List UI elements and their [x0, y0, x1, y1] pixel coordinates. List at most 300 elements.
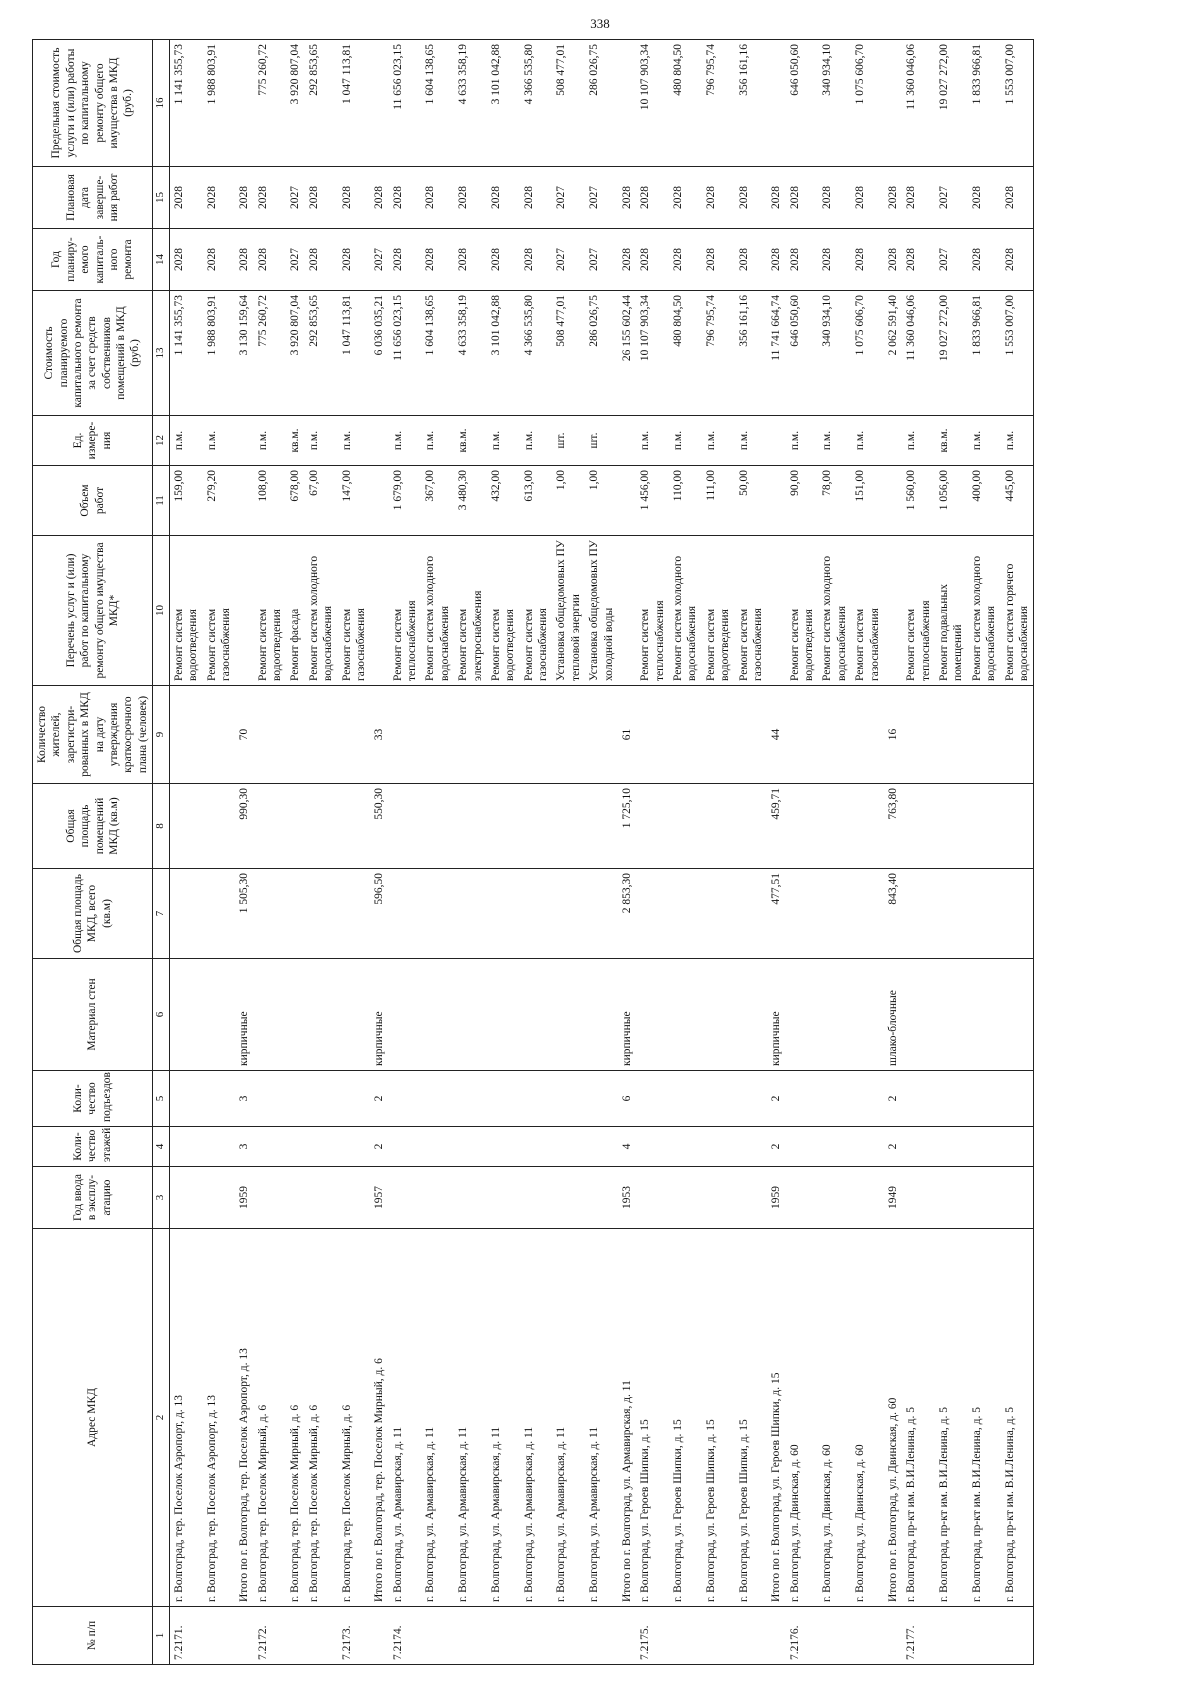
cell-col-12: п.м.: [902, 416, 935, 466]
cell-col-5: [338, 1071, 371, 1127]
cell-col-16: 356 161,16: [735, 40, 768, 167]
cell-col-1: [203, 1607, 236, 1665]
cell-col-9: [851, 686, 884, 784]
cell-col-14: 2028: [421, 229, 454, 291]
cell-col-11: [370, 466, 388, 536]
cell-col-3: 1959: [235, 1167, 253, 1229]
cell-col-13: 1 047 113,81: [338, 291, 371, 416]
cell-col-10: Ремонт систем электроснабжения: [454, 536, 487, 686]
cell-col-3: [169, 1167, 202, 1229]
cell-col-10: Ремонт систем холодного водоснабжения: [818, 536, 851, 686]
cell-col-9: [968, 686, 1001, 784]
total-row: [235, 40, 253, 1665]
column-number-6: 6: [153, 959, 170, 1071]
cell-col-10: [767, 536, 785, 686]
cell-col-6: кирпичные: [767, 959, 785, 1071]
cell-col-11: 108,00: [254, 466, 287, 536]
header-row: [33, 40, 153, 1665]
cell-col-15: 2028: [851, 167, 884, 229]
cell-col-10: Ремонт систем теплоснабжения: [902, 536, 935, 686]
cell-col-13: 1 141 355,73: [169, 291, 202, 416]
cell-col-6: [389, 959, 422, 1071]
cell-col-15: 2028: [618, 167, 636, 229]
cell-col-6: кирпичные: [370, 959, 388, 1071]
cell-col-3: [389, 1167, 422, 1229]
cell-col-4: [735, 1127, 768, 1167]
cell-col-8: [487, 784, 520, 869]
cell-col-1: [735, 1607, 768, 1665]
cell-col-12: п.м.: [487, 416, 520, 466]
total-row: [767, 40, 785, 1665]
cell-col-16: 4 633 358,19: [454, 40, 487, 167]
cell-col-14: 2028: [767, 229, 785, 291]
table-row: [669, 40, 702, 1665]
cell-col-14: 2027: [935, 229, 968, 291]
cell-col-11: 279,20: [203, 466, 236, 536]
cell-col-14: 2027: [585, 229, 618, 291]
cell-col-7: [286, 869, 304, 959]
cell-col-12: [618, 416, 636, 466]
cell-col-14: 2028: [169, 229, 202, 291]
cell-col-12: [235, 416, 253, 466]
cell-col-1: 7.2174.: [389, 1607, 422, 1665]
cell-col-16: 775 260,72: [254, 40, 287, 167]
cell-col-5: [421, 1071, 454, 1127]
cell-col-10: [370, 536, 388, 686]
table-row: [487, 40, 520, 1665]
column-number-7: 7: [153, 869, 170, 959]
cell-col-6: [338, 959, 371, 1071]
cell-col-9: [552, 686, 585, 784]
cell-col-6: [421, 959, 454, 1071]
cell-col-8: [338, 784, 371, 869]
cell-col-7: [421, 869, 454, 959]
cell-col-4: [669, 1127, 702, 1167]
cell-col-15: 2028: [169, 167, 202, 229]
cell-col-15: 2027: [585, 167, 618, 229]
cell-col-2: г. Волгоград, ул. Армавирская, д. 11: [585, 1229, 618, 1607]
cell-col-11: 432,00: [487, 466, 520, 536]
cell-col-5: [735, 1071, 768, 1127]
cell-col-11: 159,00: [169, 466, 202, 536]
cell-col-10: Ремонт систем холодного водоснабжения: [968, 536, 1001, 686]
cell-col-8: [169, 784, 202, 869]
cell-col-3: [702, 1167, 735, 1229]
cell-col-9: [636, 686, 669, 784]
cell-col-14: 2028: [818, 229, 851, 291]
cell-col-12: п.м.: [338, 416, 371, 466]
cell-col-12: п.м.: [968, 416, 1001, 466]
cell-col-3: 1959: [767, 1167, 785, 1229]
cell-col-2: г. Волгоград, ул. Героев Шипки, д. 15: [636, 1229, 669, 1607]
cell-col-2: г. Волгоград, тер. Поселок Аэропорт, д. 13: [169, 1229, 202, 1607]
cell-col-11: 3 480,30: [454, 466, 487, 536]
cell-col-4: [935, 1127, 968, 1167]
cell-col-2: г. Волгоград, ул. Героев Шипки, д. 15: [702, 1229, 735, 1607]
column-header-7: Общая площадь МКД, всего (кв.м): [33, 869, 153, 959]
cell-col-15: 2028: [669, 167, 702, 229]
cell-col-13: 775 260,72: [254, 291, 287, 416]
cell-col-4: [487, 1127, 520, 1167]
column-header-4: Коли-чество этажей: [33, 1127, 153, 1167]
cell-col-8: [968, 784, 1001, 869]
cell-col-16: [767, 40, 785, 167]
table-row: [818, 40, 851, 1665]
cell-col-7: [669, 869, 702, 959]
cell-col-8: [286, 784, 304, 869]
cell-col-5: [702, 1071, 735, 1127]
cell-col-3: [520, 1167, 553, 1229]
cell-col-6: [818, 959, 851, 1071]
cell-col-2: г. Волгоград, ул. Двинская, д. 60: [851, 1229, 884, 1607]
table-row: [286, 40, 304, 1665]
cell-col-2: г. Волгоград, ул. Армавирская, д. 11: [487, 1229, 520, 1607]
cell-col-8: [454, 784, 487, 869]
cell-col-11: 678,00: [286, 466, 304, 536]
cell-col-7: [818, 869, 851, 959]
cell-col-16: 508 477,01: [552, 40, 585, 167]
cell-col-2: Итого по г. Волгоград, ул. Армавирская, д. 11: [618, 1229, 636, 1607]
cell-col-9: [702, 686, 735, 784]
cell-col-1: [935, 1607, 968, 1665]
cell-col-15: 2027: [286, 167, 304, 229]
cell-col-14: 2028: [669, 229, 702, 291]
cell-col-12: [767, 416, 785, 466]
cell-col-5: [1001, 1071, 1034, 1127]
cell-col-15: 2028: [370, 167, 388, 229]
cell-col-8: [851, 784, 884, 869]
cell-col-16: 11 656 023,15: [389, 40, 422, 167]
cell-col-1: [454, 1607, 487, 1665]
cell-col-9: [935, 686, 968, 784]
cell-col-12: п.м.: [669, 416, 702, 466]
cell-col-16: 1 988 803,91: [203, 40, 236, 167]
cell-col-14: 2028: [338, 229, 371, 291]
cell-col-16: [370, 40, 388, 167]
cell-col-7: 1 505,30: [235, 869, 253, 959]
cell-col-13: 4 633 358,19: [454, 291, 487, 416]
cell-col-13: 1 604 138,65: [421, 291, 454, 416]
cell-col-9: [169, 686, 202, 784]
cell-col-5: 6: [618, 1071, 636, 1127]
cell-col-13: 286 026,75: [585, 291, 618, 416]
cell-col-16: 480 804,50: [669, 40, 702, 167]
column-header-16: Предельная стоимость услуги и (или) работы по капитальному ремонту общего имущества в МКД (руб.): [33, 40, 153, 167]
cell-col-8: [421, 784, 454, 869]
cell-col-14: 2028: [968, 229, 1001, 291]
cell-col-10: Установка общедомовых ПУ тепловой энергии: [552, 536, 585, 686]
cell-col-14: 2027: [286, 229, 304, 291]
cell-col-6: [286, 959, 304, 1071]
cell-col-12: п.м.: [203, 416, 236, 466]
cell-col-6: [520, 959, 553, 1071]
cell-col-6: [305, 959, 338, 1071]
cell-col-10: [235, 536, 253, 686]
cell-col-9: 33: [370, 686, 388, 784]
cell-col-4: [636, 1127, 669, 1167]
cell-col-13: 1 075 606,70: [851, 291, 884, 416]
cell-col-5: [786, 1071, 819, 1127]
cell-col-5: [902, 1071, 935, 1127]
cell-col-1: [585, 1607, 618, 1665]
column-number-4: 4: [153, 1127, 170, 1167]
column-number-row: [153, 40, 170, 1665]
cell-col-2: г. Волгоград, тер. Поселок Мирный, д. 6: [254, 1229, 287, 1607]
cell-col-14: 2028: [520, 229, 553, 291]
column-number-3: 3: [153, 1167, 170, 1229]
cell-col-7: [968, 869, 1001, 959]
column-number-5: 5: [153, 1071, 170, 1127]
cell-col-2: Итого по г. Волгоград, ул. Двинская, д. 60: [884, 1229, 902, 1607]
cell-col-6: [735, 959, 768, 1071]
cell-col-10: Ремонт систем холодного водоснабжения: [669, 536, 702, 686]
cell-col-4: [520, 1127, 553, 1167]
cell-col-16: 3 101 042,88: [487, 40, 520, 167]
cell-col-16: 1 047 113,81: [338, 40, 371, 167]
cell-col-6: [968, 959, 1001, 1071]
cell-col-10: Ремонт систем газоснабжения: [520, 536, 553, 686]
cell-col-9: [818, 686, 851, 784]
cell-col-3: [851, 1167, 884, 1229]
cell-col-8: 763,80: [884, 784, 902, 869]
cell-col-9: 70: [235, 686, 253, 784]
cell-col-3: 1957: [370, 1167, 388, 1229]
cell-col-12: кв.м.: [454, 416, 487, 466]
cell-col-15: 2028: [767, 167, 785, 229]
cell-col-6: [203, 959, 236, 1071]
cell-col-2: г. Волгоград, тер. Поселок Аэропорт, д. 13: [203, 1229, 236, 1607]
cell-col-2: г. Волгоград, пр-кт им. В.И.Ленина, д. 5: [935, 1229, 968, 1607]
cell-col-10: Ремонт систем газоснабжения: [851, 536, 884, 686]
cell-col-13: 19 027 272,00: [935, 291, 968, 416]
cell-col-16: 1 604 138,65: [421, 40, 454, 167]
cell-col-8: [203, 784, 236, 869]
cell-col-7: 596,50: [370, 869, 388, 959]
cell-col-4: [454, 1127, 487, 1167]
cell-col-7: [305, 869, 338, 959]
cell-col-4: [585, 1127, 618, 1167]
cell-col-14: 2028: [235, 229, 253, 291]
repair-plan-table: [32, 39, 1034, 1665]
column-number-10: 10: [153, 536, 170, 686]
cell-col-1: [305, 1607, 338, 1665]
cell-col-6: [902, 959, 935, 1071]
cell-col-3: [487, 1167, 520, 1229]
cell-col-15: 2028: [235, 167, 253, 229]
cell-col-3: [636, 1167, 669, 1229]
table-row: [935, 40, 968, 1665]
cell-col-13: 340 934,10: [818, 291, 851, 416]
table-body: [169, 40, 1034, 1665]
cell-col-13: 292 853,65: [305, 291, 338, 416]
cell-col-4: [169, 1127, 202, 1167]
cell-col-2: Итого по г. Волгоград, тер. Поселок Аэропорт, д. 13: [235, 1229, 253, 1607]
column-header-13: Стоимость планируемого капитального ремонта за счет средств собственников помещений в МКД (руб.): [33, 291, 153, 416]
cell-col-9: [669, 686, 702, 784]
cell-col-3: [421, 1167, 454, 1229]
cell-col-2: г. Волгоград, ул. Армавирская, д. 11: [454, 1229, 487, 1607]
cell-col-4: [902, 1127, 935, 1167]
cell-col-2: г. Волгоград, ул. Двинская, д. 60: [818, 1229, 851, 1607]
cell-col-16: [618, 40, 636, 167]
column-number-8: 8: [153, 784, 170, 869]
cell-col-6: [786, 959, 819, 1071]
cell-col-15: 2027: [935, 167, 968, 229]
cell-col-13: 4 366 535,80: [520, 291, 553, 416]
cell-col-7: [487, 869, 520, 959]
cell-col-7: [454, 869, 487, 959]
cell-col-9: [487, 686, 520, 784]
cell-col-7: [735, 869, 768, 959]
cell-col-8: [305, 784, 338, 869]
cell-col-12: п.м.: [389, 416, 422, 466]
table-row: [254, 40, 287, 1665]
cell-col-4: [203, 1127, 236, 1167]
cell-col-2: г. Волгоград, ул. Героев Шипки, д. 15: [735, 1229, 768, 1607]
cell-col-16: 292 853,65: [305, 40, 338, 167]
cell-col-2: г. Волгоград, тер. Поселок Мирный, д. 6: [338, 1229, 371, 1607]
cell-col-2: г. Волгоград, ул. Армавирская, д. 11: [421, 1229, 454, 1607]
cell-col-1: 7.2176.: [786, 1607, 819, 1665]
cell-col-1: [421, 1607, 454, 1665]
table-row: [305, 40, 338, 1665]
cell-col-1: [968, 1607, 1001, 1665]
cell-col-1: [702, 1607, 735, 1665]
column-header-8: Общая площадь помещений МКД (кв.м): [33, 784, 153, 869]
cell-col-5: [169, 1071, 202, 1127]
cell-col-7: [935, 869, 968, 959]
cell-col-11: 90,00: [786, 466, 819, 536]
cell-col-3: [338, 1167, 371, 1229]
cell-col-14: 2028: [902, 229, 935, 291]
cell-col-15: 2028: [818, 167, 851, 229]
cell-col-12: п.м.: [520, 416, 553, 466]
cell-col-8: [735, 784, 768, 869]
cell-col-15: 2028: [454, 167, 487, 229]
cell-col-14: 2028: [618, 229, 636, 291]
page-number: 338: [590, 16, 610, 31]
cell-col-3: [454, 1167, 487, 1229]
cell-col-4: [338, 1127, 371, 1167]
cell-col-9: [735, 686, 768, 784]
table-row: [585, 40, 618, 1665]
cell-col-16: 1 833 966,81: [968, 40, 1001, 167]
cell-col-10: Ремонт систем горячего водоснабжения: [1001, 536, 1034, 686]
cell-col-10: Ремонт систем газоснабжения: [338, 536, 371, 686]
cell-col-12: [370, 416, 388, 466]
cell-col-10: [884, 536, 902, 686]
cell-col-15: 2028: [636, 167, 669, 229]
cell-col-5: 2: [767, 1071, 785, 1127]
table-row: [851, 40, 884, 1665]
table-row: [636, 40, 669, 1665]
cell-col-11: [767, 466, 785, 536]
cell-col-13: 3 130 159,64: [235, 291, 253, 416]
cell-col-3: [935, 1167, 968, 1229]
cell-col-11: [884, 466, 902, 536]
cell-col-4: [286, 1127, 304, 1167]
cell-col-12: кв.м.: [286, 416, 304, 466]
cell-col-14: 2028: [851, 229, 884, 291]
cell-col-9: [338, 686, 371, 784]
cell-col-13: 3 101 042,88: [487, 291, 520, 416]
cell-col-11: 110,00: [669, 466, 702, 536]
cell-col-1: [520, 1607, 553, 1665]
cell-col-11: 445,00: [1001, 466, 1034, 536]
cell-col-9: 44: [767, 686, 785, 784]
cell-col-6: [636, 959, 669, 1071]
cell-col-13: 1 988 803,91: [203, 291, 236, 416]
cell-col-10: Ремонт систем теплоснабжения: [389, 536, 422, 686]
column-number-16: 16: [153, 40, 170, 167]
cell-col-11: 1 056,00: [935, 466, 968, 536]
cell-col-15: 2027: [552, 167, 585, 229]
cell-col-16: 340 934,10: [818, 40, 851, 167]
rotated-sheet: [32, 40, 1172, 1665]
cell-col-11: 400,00: [968, 466, 1001, 536]
cell-col-5: [286, 1071, 304, 1127]
cell-col-14: 2028: [636, 229, 669, 291]
cell-col-6: [669, 959, 702, 1071]
cell-col-8: [935, 784, 968, 869]
cell-col-10: Ремонт систем водоотведения: [254, 536, 287, 686]
cell-col-14: 2028: [254, 229, 287, 291]
cell-col-15: 2028: [338, 167, 371, 229]
cell-col-10: Ремонт фасада: [286, 536, 304, 686]
cell-col-15: 2028: [254, 167, 287, 229]
cell-col-5: [389, 1071, 422, 1127]
cell-col-11: 613,00: [520, 466, 553, 536]
cell-col-11: [618, 466, 636, 536]
cell-col-5: [254, 1071, 287, 1127]
cell-col-11: [235, 466, 253, 536]
cell-col-1: 7.2177.: [902, 1607, 935, 1665]
cell-col-14: 2028: [786, 229, 819, 291]
cell-col-6: [487, 959, 520, 1071]
total-row: [618, 40, 636, 1665]
cell-col-7: [254, 869, 287, 959]
cell-col-13: 3 920 807,04: [286, 291, 304, 416]
cell-col-15: 2028: [884, 167, 902, 229]
cell-col-6: [585, 959, 618, 1071]
cell-col-14: 2028: [487, 229, 520, 291]
cell-col-9: [286, 686, 304, 784]
cell-col-2: г. Волгоград, ул. Армавирская, д. 11: [552, 1229, 585, 1607]
column-header-5: Коли-чество подъездов: [33, 1071, 153, 1127]
cell-col-5: 2: [884, 1071, 902, 1127]
cell-col-11: 78,00: [818, 466, 851, 536]
cell-col-12: п.м.: [735, 416, 768, 466]
cell-col-7: [203, 869, 236, 959]
cell-col-3: [786, 1167, 819, 1229]
cell-col-14: 2027: [370, 229, 388, 291]
cell-col-9: [520, 686, 553, 784]
cell-col-13: 2 062 591,40: [884, 291, 902, 416]
cell-col-7: [169, 869, 202, 959]
cell-col-2: Итого по г. Волгоград, тер. Поселок Мирный, д. 6: [370, 1229, 388, 1607]
cell-col-8: [585, 784, 618, 869]
cell-col-14: 2028: [1001, 229, 1034, 291]
cell-col-10: Ремонт систем газоснабжения: [203, 536, 236, 686]
cell-col-13: 11 656 023,15: [389, 291, 422, 416]
cell-col-9: [1001, 686, 1034, 784]
cell-col-12: п.м.: [786, 416, 819, 466]
cell-col-4: 4: [618, 1127, 636, 1167]
cell-col-6: [1001, 959, 1034, 1071]
cell-col-1: [767, 1607, 785, 1665]
cell-col-16: 286 026,75: [585, 40, 618, 167]
cell-col-12: п.м.: [818, 416, 851, 466]
